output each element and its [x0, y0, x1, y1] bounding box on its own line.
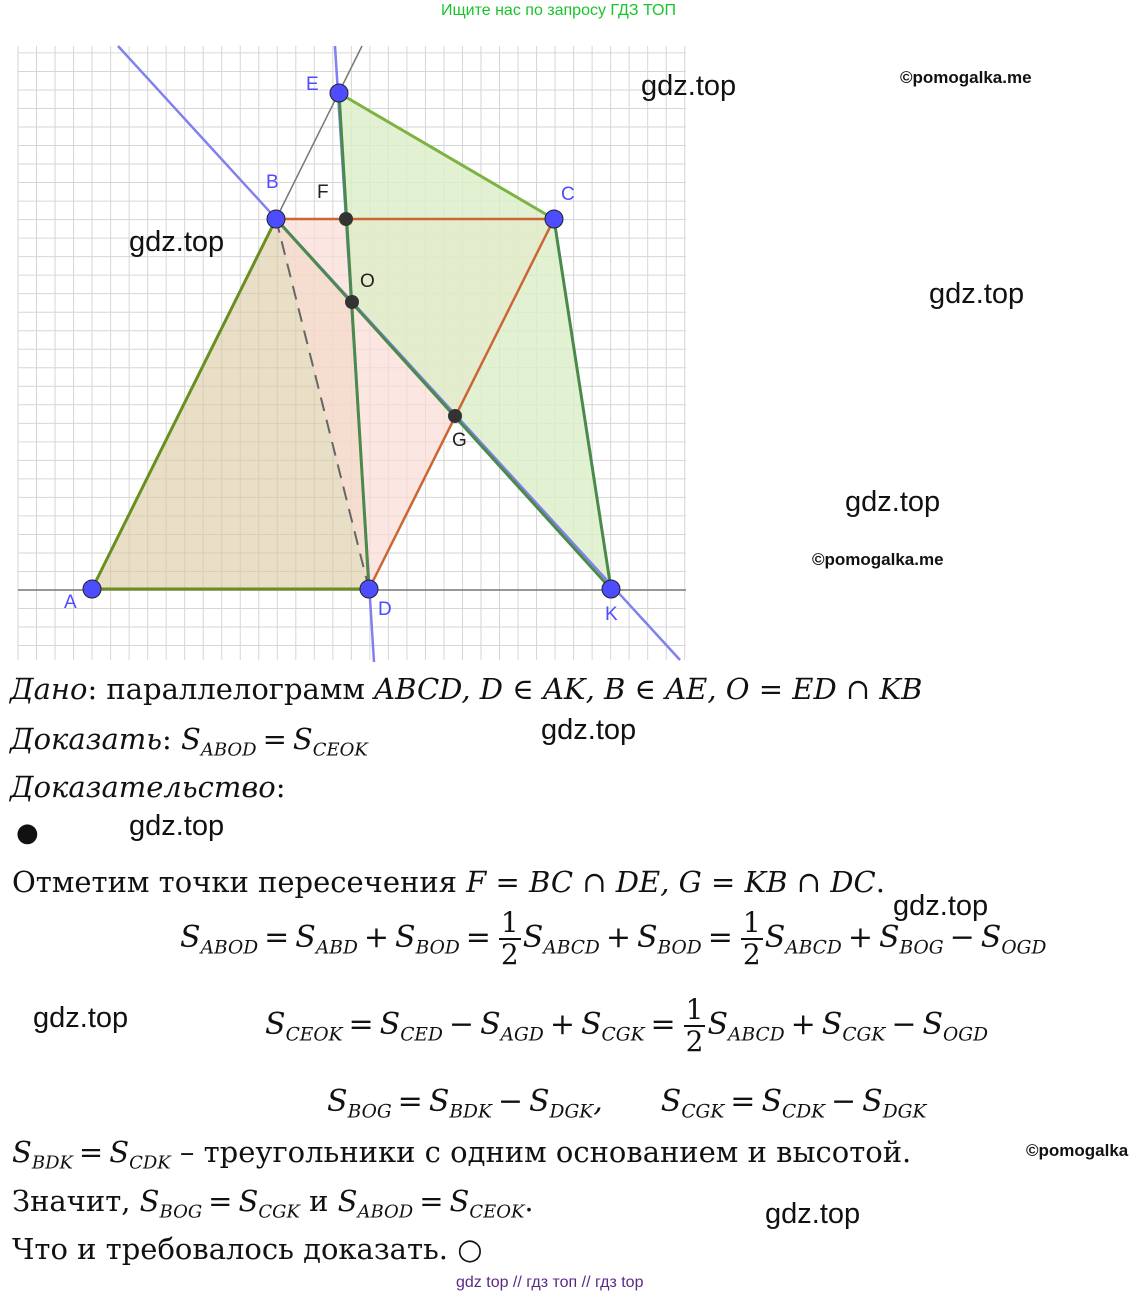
prove-label: Доказать — [10, 722, 163, 756]
point-g — [448, 409, 462, 423]
geometry-figure — [0, 0, 700, 665]
watermark-pomogalka: ©pomogalka — [1026, 1141, 1129, 1160]
point-k — [602, 580, 620, 598]
mark-points-line — [12, 865, 885, 899]
label-a: A — [64, 592, 77, 613]
label-o: O — [360, 271, 375, 292]
hence-period: . — [524, 1184, 534, 1218]
given-math: ABCD, D ∈ AK, B ∈ AE, O = ED ∩ KB — [374, 672, 923, 706]
formula-ceok: $S_{CEOK} = S_{CED} - S_{AGD} + S_{CGK}$ = $\frac{1}{2}$ $S_{ABCD} + S_{CGK} - S_{OGD}$ — [265, 993, 989, 1058]
point-o — [345, 295, 359, 309]
proof-colon: : — [275, 770, 286, 804]
prove-colon: : — [162, 722, 182, 756]
label-f: F — [317, 182, 329, 203]
point-d — [360, 580, 378, 598]
point-e — [330, 84, 348, 102]
bdk-text: – треугольники с одним основанием и высотой. — [170, 1135, 912, 1169]
prove-line — [10, 722, 368, 767]
given-text: : параллелограмм — [87, 672, 375, 706]
point-f — [339, 212, 353, 226]
proof-heading — [10, 770, 286, 804]
and-text: и — [299, 1184, 338, 1218]
watermark-gdz: gdz.top — [929, 278, 1025, 310]
label-d: D — [378, 599, 392, 620]
label-b: B — [266, 172, 279, 193]
formula-bog-cgk: $S_{BOG} = S_{BDK} - S_{DGK}$, $S_{CGK} = S_{CDK} - S_{DGK}$ — [327, 1084, 927, 1123]
proof-label: Доказательство — [10, 770, 276, 804]
watermark-gdz: gdz.top — [129, 810, 225, 842]
point-c — [545, 210, 563, 228]
top-search-hint[interactable]: Ищите нас по запросу ГДЗ ТОП — [441, 2, 676, 19]
hence-text: Значит, — [12, 1184, 140, 1218]
label-c: C — [561, 184, 575, 205]
watermark-gdz: gdz.top — [33, 1002, 129, 1034]
mark-points-period: . — [875, 865, 885, 899]
watermark-gdz: gdz.top — [129, 226, 225, 258]
given-label: Дано — [10, 672, 88, 706]
footer-links[interactable]: gdz top // гдз топ // гдз top — [456, 1274, 644, 1291]
label-e: E — [306, 74, 319, 95]
hence-formula-2: $S_{ABOD} = S_{CEOK}$ — [337, 1184, 525, 1223]
bdk-line — [12, 1135, 911, 1180]
label-g: G — [452, 430, 467, 451]
mark-points-text: Отметим точки пересечения — [12, 865, 467, 899]
given-line — [10, 672, 922, 706]
watermark-gdz: gdz.top — [641, 70, 737, 102]
hence-line — [12, 1184, 534, 1229]
mark-points-math: F = BC ∩ DE, G = KB ∩ DC — [466, 865, 876, 899]
point-a — [83, 580, 101, 598]
formula-abod: $S_{ABOD} = S_{ABD} + S_{BOD}$ = $\frac{1}{2}$ $S_{ABCD} + S_{BOD}$ = $\frac{1}{2}$ $S_{ABCD} + S_{BOG} - S_{OGD}$ — [180, 906, 1047, 971]
qed-line: Что и требовалось доказать. ○ — [12, 1232, 483, 1266]
watermark-pomogalka: ©pomogalka.me — [900, 68, 1032, 87]
label-k: K — [605, 604, 618, 625]
bdk-formula: $S_{BDK} = S_{CDK}$ — [12, 1135, 171, 1174]
point-b — [267, 210, 285, 228]
watermark-gdz: gdz.top — [893, 890, 989, 922]
bullet: ● — [16, 818, 39, 848]
prove-formula: $S_{ABOD} = S_{CEOK}$ — [181, 722, 368, 761]
watermark-gdz: gdz.top — [845, 486, 941, 518]
watermark-pomogalka: ©pomogalka.me — [812, 550, 944, 569]
watermark-gdz: gdz.top — [765, 1198, 861, 1230]
watermark-gdz: gdz.top — [541, 714, 637, 746]
hence-formula-1: $S_{BOG} = S_{CGK}$ — [139, 1184, 300, 1223]
